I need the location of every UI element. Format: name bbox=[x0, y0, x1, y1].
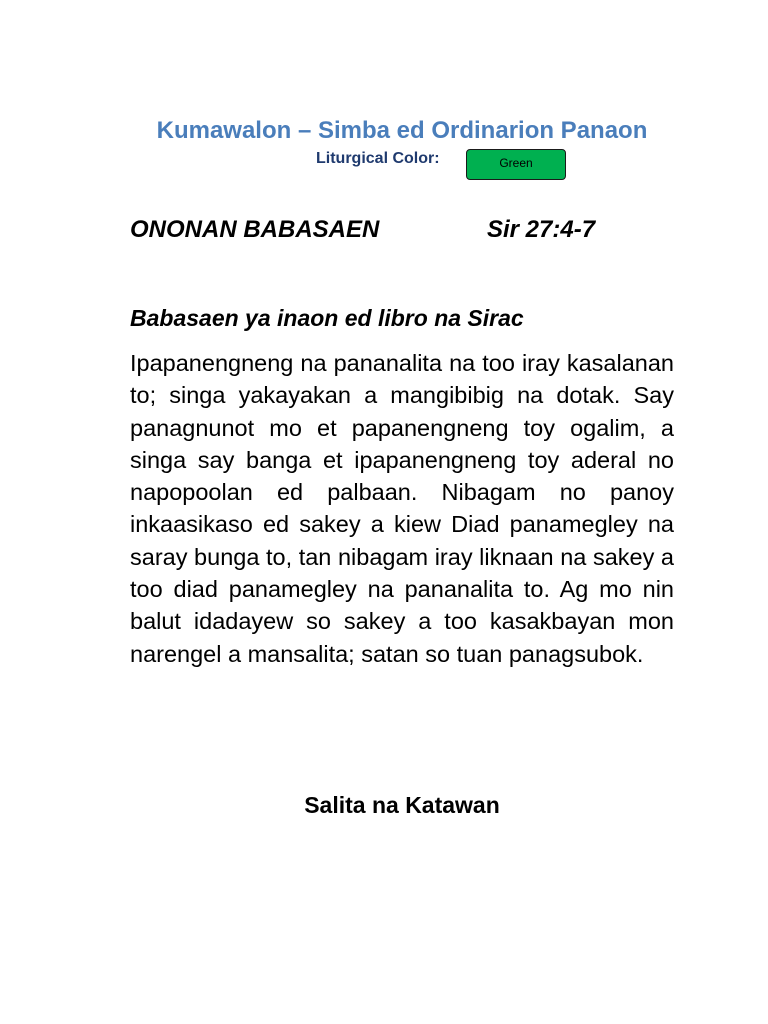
reading-body-text: Ipapanengneng na pananalita na too iray kasalanan to; singa yakayakan a mangibibig na dotak. Say panagnunot mo et papanengneng toy ogalim, a singa say banga et ipapanengneng toy aderal no napopoolan ed palbaan. Nibagam no panoy inkaasikaso ed sakey a kiew Diad panamegley na saray bunga to, tan nibagam iray liknaan na sakey a too diad panamegley na pananalita to. Ag mo nin balut idadayew so sakey a too kasakbayan mon narengel a mansalita; satan so tuan panagsubok. bbox=[130, 350, 674, 667]
reading-reference: Sir 27:4-7 bbox=[487, 216, 596, 243]
reading-intro: Babasaen ya inaon ed libro na Sirac bbox=[130, 305, 524, 331]
page-title: Kumawalon – Simba ed Ordinarion Panaon bbox=[156, 117, 648, 144]
liturgical-color-badge: Green bbox=[466, 149, 566, 180]
liturgical-color-label: Liturgical Color: bbox=[316, 150, 440, 167]
reading-closing: Salita na Katawan bbox=[304, 792, 500, 818]
reading-heading: ONONAN BABASAEN bbox=[130, 216, 380, 243]
